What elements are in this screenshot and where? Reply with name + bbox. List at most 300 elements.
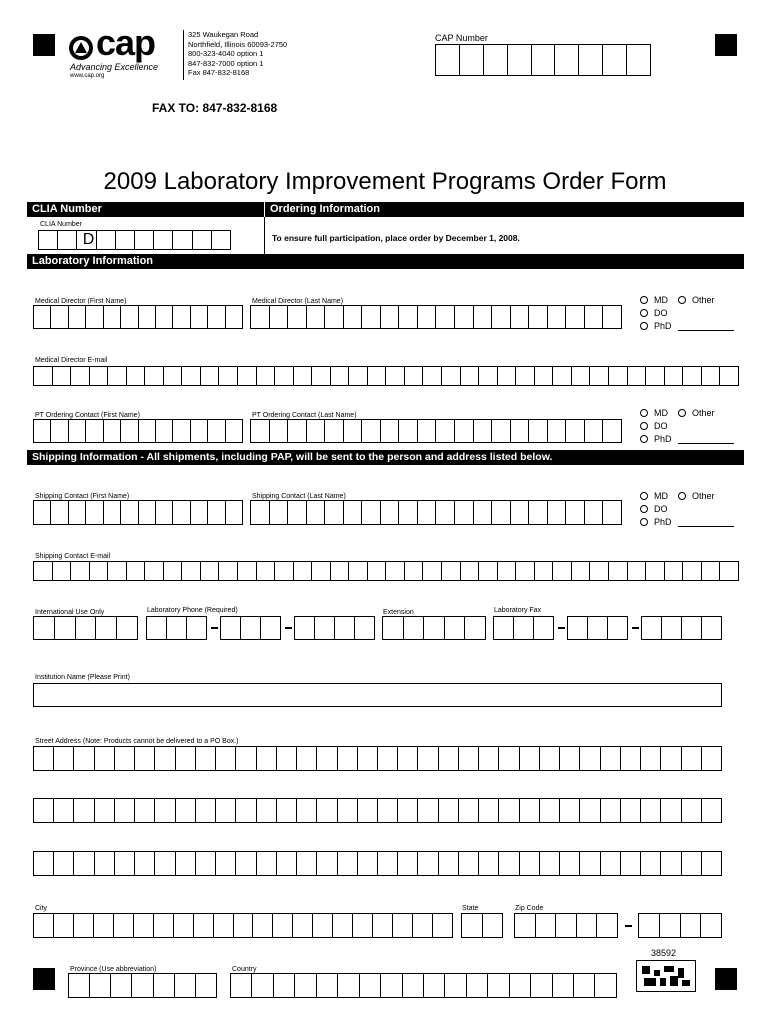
char-box[interactable] <box>378 852 398 875</box>
char-box[interactable] <box>439 747 459 770</box>
char-box[interactable] <box>34 617 55 639</box>
char-box[interactable] <box>274 974 295 997</box>
province-boxes[interactable] <box>68 973 217 998</box>
char-box[interactable] <box>154 231 173 249</box>
char-box[interactable] <box>720 367 738 385</box>
char-box[interactable] <box>69 974 90 997</box>
char-box[interactable] <box>317 747 337 770</box>
char-box[interactable] <box>95 852 115 875</box>
char-box[interactable] <box>97 231 116 249</box>
char-box[interactable] <box>418 799 438 822</box>
char-box[interactable] <box>344 501 363 524</box>
char-box[interactable] <box>94 914 114 937</box>
zip-boxes[interactable] <box>514 913 618 938</box>
char-box[interactable] <box>34 799 54 822</box>
char-box[interactable] <box>362 420 381 442</box>
char-box[interactable] <box>702 747 721 770</box>
char-box[interactable] <box>540 799 560 822</box>
char-box[interactable] <box>252 974 273 997</box>
char-box[interactable] <box>156 420 173 442</box>
char-box[interactable] <box>540 747 560 770</box>
char-box[interactable] <box>461 562 480 580</box>
char-box[interactable] <box>479 367 498 385</box>
char-box[interactable] <box>51 306 68 328</box>
char-box[interactable] <box>196 974 216 997</box>
char-box[interactable] <box>488 974 509 997</box>
char-box[interactable] <box>540 852 560 875</box>
char-box[interactable] <box>86 306 103 328</box>
char-box[interactable] <box>34 562 53 580</box>
char-box[interactable] <box>173 306 190 328</box>
char-box[interactable] <box>270 420 289 442</box>
char-box[interactable] <box>603 45 627 75</box>
char-box[interactable] <box>445 974 466 997</box>
char-box[interactable] <box>135 852 155 875</box>
char-box[interactable] <box>681 914 702 937</box>
char-box[interactable] <box>459 799 479 822</box>
char-box[interactable] <box>381 974 402 997</box>
char-box[interactable] <box>682 852 702 875</box>
char-box[interactable] <box>665 562 684 580</box>
char-box[interactable] <box>362 306 381 328</box>
char-box[interactable] <box>520 747 540 770</box>
char-box[interactable] <box>333 914 353 937</box>
char-box[interactable] <box>445 617 466 639</box>
char-box[interactable] <box>399 420 418 442</box>
char-box[interactable] <box>548 501 567 524</box>
char-box[interactable] <box>145 562 164 580</box>
char-box[interactable] <box>660 914 681 937</box>
char-box[interactable] <box>399 306 418 328</box>
char-box[interactable] <box>535 562 554 580</box>
char-box[interactable] <box>646 562 665 580</box>
char-box[interactable] <box>368 562 387 580</box>
char-box[interactable] <box>219 367 238 385</box>
char-box[interactable] <box>154 974 175 997</box>
char-box[interactable] <box>338 747 358 770</box>
char-box[interactable] <box>510 974 531 997</box>
char-box[interactable] <box>111 974 132 997</box>
char-box[interactable] <box>467 974 488 997</box>
char-box[interactable] <box>683 367 702 385</box>
char-box[interactable] <box>353 914 373 937</box>
char-box[interactable] <box>173 501 190 524</box>
char-box[interactable] <box>381 501 400 524</box>
char-box[interactable] <box>661 799 681 822</box>
char-box[interactable] <box>358 747 378 770</box>
char-box[interactable] <box>398 799 418 822</box>
char-box[interactable] <box>418 306 437 328</box>
char-box[interactable] <box>641 852 661 875</box>
char-box[interactable] <box>238 562 257 580</box>
char-box[interactable] <box>424 617 445 639</box>
char-box[interactable] <box>344 420 363 442</box>
char-box[interactable] <box>108 367 127 385</box>
char-box[interactable] <box>460 45 484 75</box>
char-box[interactable] <box>479 747 499 770</box>
char-box[interactable] <box>405 367 424 385</box>
md-degree-do[interactable] <box>640 308 668 318</box>
char-box[interactable] <box>641 747 661 770</box>
char-box[interactable] <box>455 501 474 524</box>
char-box[interactable] <box>358 799 378 822</box>
char-box[interactable] <box>455 420 474 442</box>
char-box[interactable] <box>601 799 621 822</box>
char-box[interactable] <box>639 914 660 937</box>
fax-prefix-boxes[interactable] <box>567 616 628 640</box>
char-box[interactable] <box>566 306 585 328</box>
char-box[interactable] <box>603 306 621 328</box>
char-box[interactable] <box>156 306 173 328</box>
char-box[interactable] <box>560 747 580 770</box>
char-box[interactable] <box>627 45 650 75</box>
phone-prefix-boxes[interactable] <box>220 616 281 640</box>
char-box[interactable] <box>418 501 437 524</box>
char-box[interactable] <box>288 306 307 328</box>
char-box[interactable] <box>194 914 214 937</box>
char-box[interactable] <box>516 367 535 385</box>
fax-area-boxes[interactable] <box>493 616 554 640</box>
char-box[interactable] <box>208 420 225 442</box>
char-box[interactable] <box>498 562 517 580</box>
char-box[interactable] <box>405 562 424 580</box>
char-box[interactable] <box>436 306 455 328</box>
ship-email-boxes[interactable] <box>33 561 739 581</box>
char-box[interactable] <box>433 914 452 937</box>
phone-area-boxes[interactable] <box>146 616 207 640</box>
char-box[interactable] <box>548 306 567 328</box>
char-box[interactable] <box>609 367 628 385</box>
pt-degree-md[interactable] <box>640 408 668 418</box>
char-box[interactable] <box>176 852 196 875</box>
char-box[interactable] <box>51 420 68 442</box>
char-box[interactable] <box>121 306 138 328</box>
char-box[interactable] <box>236 799 256 822</box>
char-box[interactable] <box>515 914 536 937</box>
char-box[interactable] <box>315 617 335 639</box>
char-box[interactable] <box>459 852 479 875</box>
city-boxes[interactable] <box>33 913 453 938</box>
char-box[interactable] <box>358 852 378 875</box>
char-box[interactable] <box>208 501 225 524</box>
char-box[interactable] <box>193 231 212 249</box>
char-box[interactable] <box>436 420 455 442</box>
md-other-line[interactable] <box>678 330 734 331</box>
char-box[interactable] <box>154 914 174 937</box>
char-box[interactable] <box>34 420 51 442</box>
char-box[interactable] <box>378 747 398 770</box>
char-box[interactable] <box>297 799 317 822</box>
char-box[interactable] <box>277 799 297 822</box>
char-box[interactable] <box>492 501 511 524</box>
char-box[interactable] <box>325 306 344 328</box>
char-box[interactable] <box>134 914 154 937</box>
char-box[interactable] <box>234 914 254 937</box>
char-box[interactable] <box>597 914 617 937</box>
char-box[interactable] <box>603 501 621 524</box>
char-box[interactable] <box>404 617 425 639</box>
char-box[interactable] <box>455 306 474 328</box>
char-box[interactable] <box>373 914 393 937</box>
char-box[interactable] <box>335 617 355 639</box>
char-box[interactable] <box>474 420 493 442</box>
char-box[interactable] <box>483 914 503 937</box>
char-box[interactable] <box>442 367 461 385</box>
street-address-line-3[interactable] <box>33 851 722 876</box>
char-box[interactable] <box>216 747 236 770</box>
char-box[interactable] <box>115 799 135 822</box>
char-box[interactable] <box>216 799 236 822</box>
char-box[interactable] <box>214 914 234 937</box>
char-box[interactable] <box>104 501 121 524</box>
char-box[interactable] <box>572 367 591 385</box>
char-box[interactable] <box>191 501 208 524</box>
char-box[interactable] <box>436 501 455 524</box>
street-address-line-2[interactable] <box>33 798 722 823</box>
char-box[interactable] <box>520 852 540 875</box>
md-degree-phd[interactable] <box>640 321 672 331</box>
char-box[interactable] <box>572 562 591 580</box>
char-box[interactable] <box>86 420 103 442</box>
char-box[interactable] <box>34 914 54 937</box>
char-box[interactable] <box>516 562 535 580</box>
char-box[interactable] <box>474 306 493 328</box>
char-box[interactable] <box>34 747 54 770</box>
char-box[interactable] <box>413 914 433 937</box>
char-box[interactable] <box>208 306 225 328</box>
char-box[interactable] <box>275 562 294 580</box>
char-box[interactable] <box>590 562 609 580</box>
char-box[interactable] <box>621 799 641 822</box>
char-box[interactable] <box>536 914 557 937</box>
char-box[interactable] <box>532 45 556 75</box>
char-box[interactable] <box>307 420 326 442</box>
char-box[interactable] <box>595 974 615 997</box>
char-box[interactable] <box>173 231 192 249</box>
char-box[interactable] <box>479 799 499 822</box>
char-box[interactable] <box>608 617 627 639</box>
fax-line-boxes[interactable] <box>641 616 722 640</box>
char-box[interactable] <box>641 799 661 822</box>
char-box[interactable] <box>580 852 600 875</box>
char-box[interactable] <box>442 562 461 580</box>
ship-degree-other[interactable] <box>678 491 715 501</box>
char-box[interactable] <box>241 617 261 639</box>
char-box[interactable] <box>270 501 289 524</box>
char-box[interactable] <box>251 501 270 524</box>
char-box[interactable] <box>307 306 326 328</box>
char-box[interactable] <box>54 799 74 822</box>
char-box[interactable] <box>331 562 350 580</box>
char-box[interactable] <box>628 367 647 385</box>
char-box[interactable] <box>135 747 155 770</box>
char-box[interactable] <box>418 747 438 770</box>
char-box[interactable] <box>145 367 164 385</box>
char-box[interactable] <box>418 420 437 442</box>
char-box[interactable] <box>529 306 548 328</box>
char-box[interactable] <box>531 974 552 997</box>
char-box[interactable] <box>368 367 387 385</box>
char-box[interactable] <box>53 562 72 580</box>
char-box[interactable] <box>355 617 374 639</box>
char-box[interactable] <box>492 306 511 328</box>
char-box[interactable] <box>317 799 337 822</box>
state-boxes[interactable] <box>461 913 503 938</box>
char-box[interactable] <box>349 367 368 385</box>
md-degree-md[interactable] <box>640 295 668 305</box>
intl-code-boxes[interactable] <box>33 616 138 640</box>
char-box[interactable] <box>273 914 293 937</box>
char-box[interactable] <box>498 367 517 385</box>
char-box[interactable] <box>226 420 242 442</box>
char-box[interactable] <box>344 306 363 328</box>
char-box[interactable] <box>702 852 721 875</box>
char-box[interactable] <box>398 852 418 875</box>
char-box[interactable] <box>701 914 721 937</box>
char-box[interactable] <box>580 747 600 770</box>
char-box[interactable] <box>588 617 608 639</box>
char-box[interactable] <box>683 562 702 580</box>
char-box[interactable] <box>399 501 418 524</box>
char-box[interactable] <box>424 974 445 997</box>
char-box[interactable] <box>121 420 138 442</box>
char-box[interactable] <box>499 852 519 875</box>
char-box[interactable] <box>609 562 628 580</box>
pt-degree-other[interactable] <box>678 408 715 418</box>
char-box[interactable] <box>34 367 53 385</box>
char-box[interactable] <box>54 852 74 875</box>
char-box[interactable] <box>219 562 238 580</box>
institution-name-field[interactable] <box>33 683 722 707</box>
phone-line-boxes[interactable] <box>294 616 375 640</box>
char-box[interactable] <box>226 501 242 524</box>
char-box[interactable] <box>579 45 603 75</box>
char-box[interactable] <box>601 852 621 875</box>
char-box[interactable] <box>338 974 359 997</box>
char-box[interactable] <box>462 914 483 937</box>
char-box[interactable] <box>253 914 273 937</box>
char-box[interactable] <box>251 420 270 442</box>
char-box[interactable] <box>646 367 665 385</box>
char-box[interactable] <box>182 562 201 580</box>
char-box[interactable] <box>349 562 368 580</box>
zip-plus4-boxes[interactable] <box>638 913 722 938</box>
char-box[interactable] <box>574 974 595 997</box>
char-box[interactable] <box>167 617 187 639</box>
char-box[interactable] <box>71 562 90 580</box>
char-box[interactable] <box>484 45 508 75</box>
char-box[interactable] <box>398 747 418 770</box>
char-box[interactable] <box>139 420 156 442</box>
md-email-boxes[interactable] <box>33 366 739 386</box>
char-box[interactable] <box>313 914 333 937</box>
char-box[interactable] <box>418 852 438 875</box>
char-box[interactable] <box>155 747 175 770</box>
char-box[interactable] <box>155 852 175 875</box>
char-box[interactable] <box>553 367 572 385</box>
char-box[interactable] <box>529 501 548 524</box>
char-box[interactable] <box>628 562 647 580</box>
char-box[interactable] <box>175 974 196 997</box>
char-box[interactable] <box>566 501 585 524</box>
char-box[interactable] <box>317 974 338 997</box>
char-box[interactable] <box>221 617 241 639</box>
char-box[interactable] <box>135 799 155 822</box>
char-box[interactable] <box>556 914 577 937</box>
char-box[interactable] <box>436 45 460 75</box>
char-box[interactable] <box>294 367 313 385</box>
char-box[interactable] <box>132 974 153 997</box>
char-box[interactable] <box>393 914 413 937</box>
char-box[interactable] <box>529 420 548 442</box>
char-box[interactable] <box>338 852 358 875</box>
ship-other-line[interactable] <box>678 526 734 527</box>
pt-last-name-boxes[interactable] <box>250 419 622 443</box>
char-box[interactable] <box>295 974 316 997</box>
char-box[interactable] <box>96 617 117 639</box>
md-first-name-boxes[interactable] <box>33 305 243 329</box>
country-boxes[interactable] <box>230 973 617 998</box>
char-box[interactable] <box>560 852 580 875</box>
char-box[interactable] <box>621 852 641 875</box>
char-box[interactable] <box>34 501 51 524</box>
char-box[interactable] <box>261 617 280 639</box>
char-box[interactable] <box>116 231 135 249</box>
char-box[interactable] <box>662 617 682 639</box>
char-box[interactable] <box>196 799 216 822</box>
char-box[interactable] <box>338 799 358 822</box>
char-box[interactable] <box>139 501 156 524</box>
char-box[interactable] <box>236 852 256 875</box>
char-box[interactable] <box>520 799 540 822</box>
char-box[interactable] <box>34 306 51 328</box>
char-box[interactable] <box>585 420 604 442</box>
char-box[interactable] <box>294 562 313 580</box>
char-box[interactable] <box>403 974 424 997</box>
char-box[interactable] <box>479 562 498 580</box>
char-box[interactable] <box>297 852 317 875</box>
char-box[interactable] <box>511 306 530 328</box>
char-box[interactable] <box>295 617 315 639</box>
char-box[interactable] <box>187 617 206 639</box>
char-box[interactable] <box>191 306 208 328</box>
ship-degree-phd[interactable] <box>640 517 672 527</box>
char-box[interactable] <box>201 367 220 385</box>
char-box[interactable] <box>378 799 398 822</box>
ship-degree-md[interactable] <box>640 491 668 501</box>
char-box[interactable] <box>288 420 307 442</box>
char-box[interactable] <box>270 306 289 328</box>
char-box[interactable] <box>69 501 86 524</box>
char-box[interactable] <box>176 747 196 770</box>
char-box[interactable] <box>277 747 297 770</box>
char-box[interactable] <box>257 367 276 385</box>
char-box[interactable] <box>580 799 600 822</box>
char-box[interactable] <box>312 367 331 385</box>
char-box[interactable] <box>702 562 721 580</box>
char-box[interactable] <box>164 367 183 385</box>
char-box[interactable] <box>115 747 135 770</box>
char-box[interactable] <box>191 420 208 442</box>
char-box[interactable] <box>577 914 598 937</box>
char-box[interactable] <box>236 747 256 770</box>
char-box[interactable] <box>331 367 350 385</box>
char-box[interactable] <box>566 420 585 442</box>
char-box[interactable] <box>297 747 317 770</box>
char-box[interactable] <box>381 306 400 328</box>
char-box[interactable] <box>176 799 196 822</box>
char-box[interactable] <box>216 852 236 875</box>
